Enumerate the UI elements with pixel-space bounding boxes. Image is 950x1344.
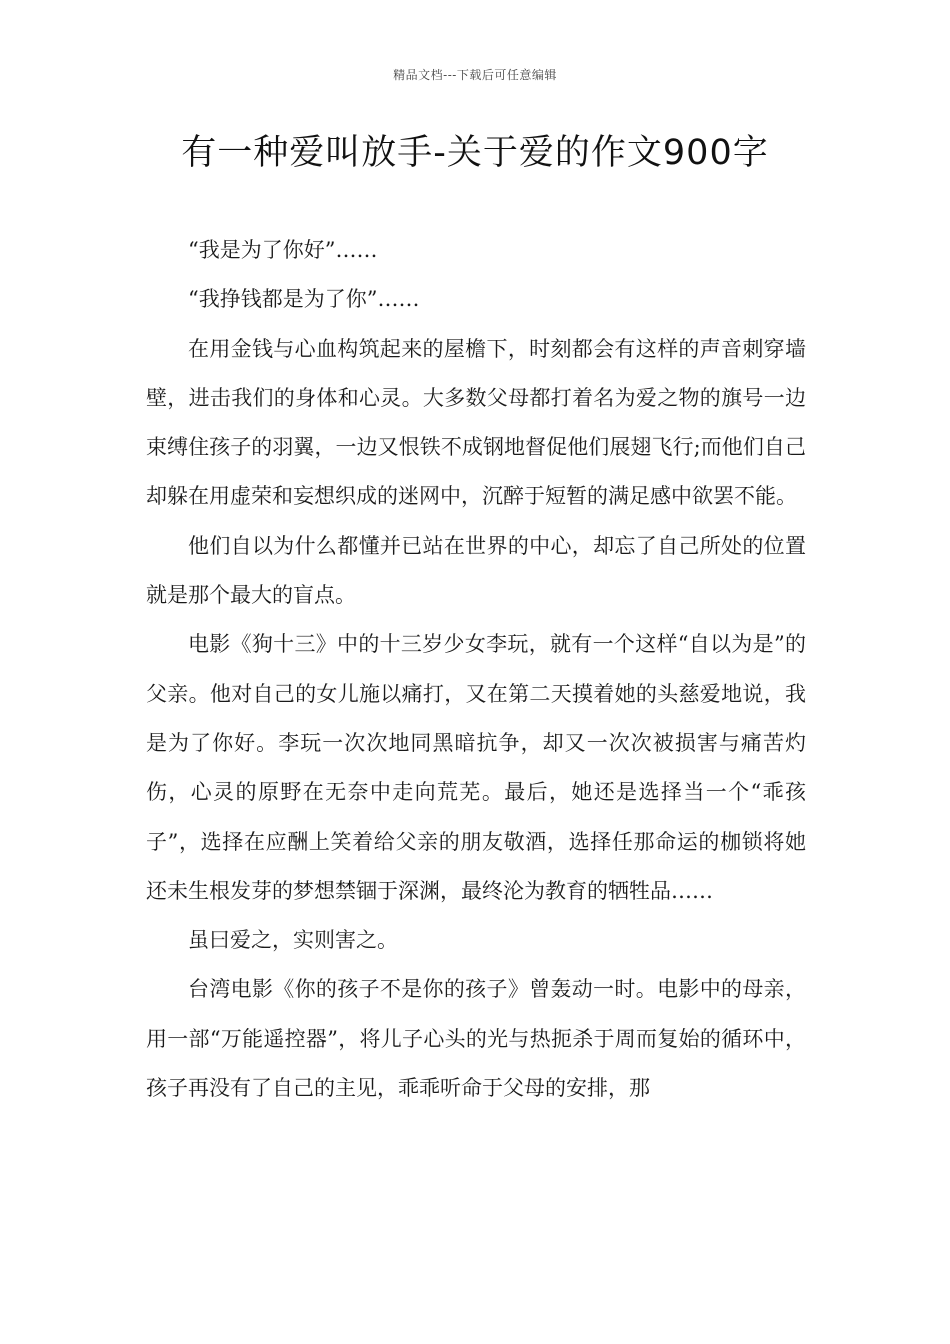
paragraph-6: 虽曰爱之，实则害之。 (188, 928, 398, 953)
paragraph-1: “我是为了你好”…… (188, 238, 378, 262)
page-header-note: 精品文档---下载后可任意编辑 (393, 68, 557, 82)
document-body (146, 226, 806, 1113)
paragraph-2: “我挣钱都是为了你”…… (188, 287, 420, 312)
paragraph-3: 在用金钱与心血构筑起来的屋檐下，时刻都会有这样的声音刺穿墙壁，进击我们的身体和心灵。大多数父母都打着名为爱之物的旗号一边束缚住孩子的羽翼，一边又恨铁不成钢地督促他们展翅飞行;而他们自己却躲在用虚荣和妄想织成的迷网中，沉醉于短暂的满足感中欲罢不能。 (146, 336, 806, 509)
document-title: 有一种爱叫放手-关于爱的作文900字 (181, 133, 769, 173)
paragraph-4: 他们自以为什么都懂并已站在世界的中心，却忘了自己所处的位置就是那个最大的盲点。 (146, 533, 806, 608)
paragraph-7: 台湾电影《你的孩子不是你的孩子》曾轰动一时。电影中的母亲，用一部“万能遥控器”，将儿子心头的光与热扼杀于周而复始的循环中，孩子再没有了自己的主见，乖乖听命于父母的安排，那 (146, 977, 806, 1101)
paragraph-5: 电影《狗十三》中的十三岁少女李玩，就有一个这样“自以为是”的父亲。他对自己的女儿施以痛打，又在第二天摸着她的头慈爱地说，我是为了你好。李玩一次次地同黑暗抗争，却又一次次被损害与痛苦灼伤，心灵的原野在无奈中走向荒芜。最后，她还是选择当一个“乖孩子”，选择在应酬上笑着给父亲的朋友敬酒，选择任那命运的枷锁将她还未生根发芽的梦想禁锢于深渊，最终沦为教育的牺牲品…… (146, 632, 806, 903)
